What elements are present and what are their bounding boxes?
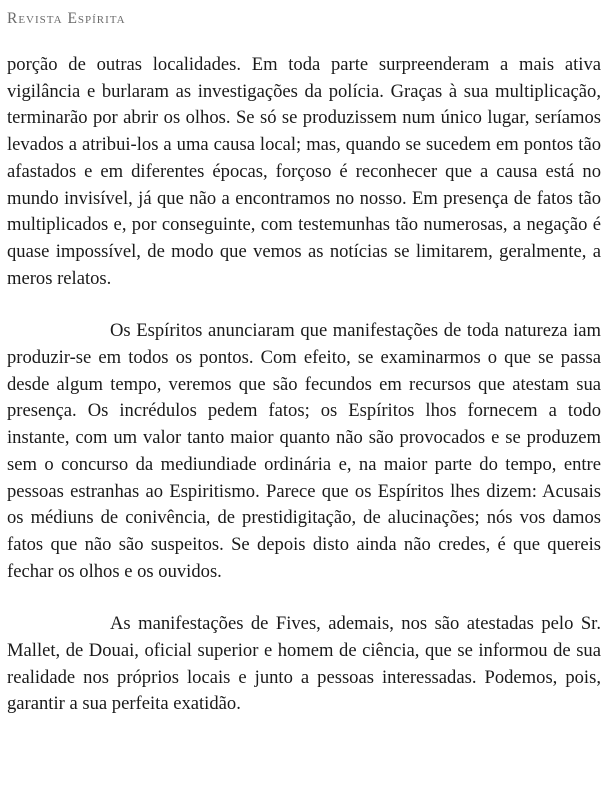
page-body bbox=[7, 52, 601, 718]
paragraph-fives-manifestations: As manifestações de Fives, ademais, nos são atestadas pelo Sr. Mallet, de Douai, oficial superior e homem de ciência, que se informou de sua realidade nos próprios locais e junto a pessoas interessadas. Podemos, pois, garantir a sua perfeita exatidão. bbox=[7, 613, 601, 715]
paragraph-spirits-announced: Os Espíritos anunciaram que manifestações de toda natureza iam produzir-se em todos os pontos. Com efeito, se examinarmos o que se passa desde algum tempo, veremos que são fecundos em recursos que atestam sua presença. Os incrédulos pedem fatos; os Espíritos lhos fornecem a todo instante, com um valor tanto maior quanto não são provocados e se produzem sem o concurso da mediundiade ordinária e, na maior parte do tempo, entre pessoas estranhas ao Espiritismo. Parece que os Espíritos lhes dizem: Acusais os médiuns de conivência, de prestidigitação, de alucinações; nós vos damos fatos que não são suspeitos. Se depois disto ainda não credes, é que quereis fechar os olhos e os ouvidos. bbox=[7, 320, 601, 582]
paragraph-continuation: porção de outras localidades. Em toda parte surpreenderam a mais ativa vigilância e burlaram as investigações da polícia. Graças à sua multiplicação, terminarão por abrir os olhos. Se só se produzissem num único lugar, seríamos levados a atribui-los a uma causa local; mas, quando se sucedem em pontos tão afastados e em diferentes épocas, forçoso é reconhecer que a causa está no mundo invisível, já que não a encontramos no nosso. Em presença de fatos tão multiplicados e, por conseguinte, com testemunhas tão numerosas, a negação é quase impossível, de modo que vemos as notícias se limitarem, geralmente, a meros relatos. bbox=[7, 54, 601, 289]
running-header: Revista Espírita bbox=[7, 10, 126, 27]
